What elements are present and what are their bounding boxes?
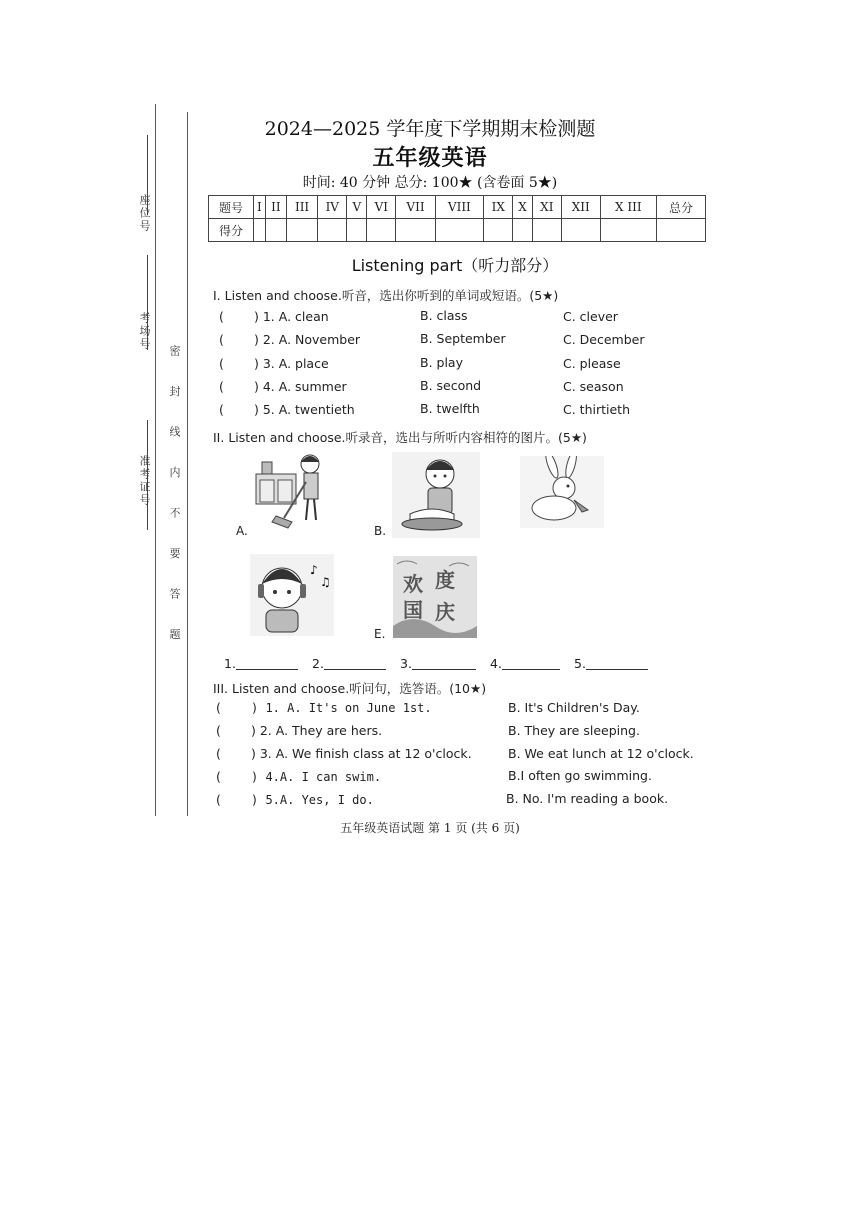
option-c: C. thirtieth bbox=[563, 402, 630, 417]
option-a: ) 3. A. We finish class at 12 o'clock. bbox=[251, 746, 472, 761]
score-col: VI bbox=[367, 196, 396, 219]
score-table-score-row bbox=[209, 219, 706, 242]
picture-national-day-poster[interactable] bbox=[393, 556, 477, 638]
score-cell[interactable] bbox=[532, 219, 561, 242]
option-b: B. September bbox=[420, 331, 506, 346]
question-option-a: ) 2. A. November bbox=[254, 332, 361, 347]
answer-paren[interactable]: ( bbox=[219, 402, 224, 417]
admission-label: 准考证号 bbox=[138, 455, 151, 507]
answer-blank[interactable] bbox=[236, 669, 298, 670]
score-col: IV bbox=[318, 196, 347, 219]
option-b: B. play bbox=[420, 355, 463, 370]
score-table-header-row bbox=[209, 196, 706, 219]
answer-paren[interactable]: ( bbox=[216, 769, 221, 784]
answer-paren[interactable]: ( bbox=[219, 379, 224, 394]
score-cell[interactable] bbox=[513, 219, 532, 242]
blank-number: 2. bbox=[312, 656, 324, 671]
option-a: ) 2. A. They are hers. bbox=[251, 723, 383, 738]
rabbit-drawing bbox=[520, 456, 604, 528]
score-cell[interactable] bbox=[367, 219, 396, 242]
answer-blank[interactable] bbox=[324, 669, 386, 670]
picture-rabbit[interactable] bbox=[520, 456, 604, 528]
poster-char-2: 度 bbox=[435, 568, 455, 592]
picture-e-label: E. bbox=[374, 627, 386, 641]
section2-heading: II. Listen and choose.听录音，选出与所听内容相符的图片。(5★) bbox=[213, 430, 587, 445]
score-col: XII bbox=[561, 196, 600, 219]
svg-text:♫: ♫ bbox=[320, 575, 331, 589]
blank-number: 5. bbox=[574, 656, 586, 671]
picture-b-label: B. bbox=[374, 524, 387, 538]
option-b: B. It's Children's Day. bbox=[508, 700, 640, 715]
score-table bbox=[208, 195, 706, 242]
blank-number: 3. bbox=[400, 656, 412, 671]
picture-girl-sweeping[interactable] bbox=[248, 450, 340, 532]
exam-info: 时间: 40 分钟 总分: 100★ (含卷面 5★) bbox=[302, 175, 558, 191]
option-c: C. please bbox=[563, 356, 621, 371]
seat-label: 座位号 bbox=[138, 194, 151, 233]
answer-paren[interactable]: ( bbox=[216, 792, 221, 807]
score-cell[interactable] bbox=[287, 219, 318, 242]
option-b: B. They are sleeping. bbox=[508, 723, 640, 738]
option-a: ) 1. A. It's on June 1st. bbox=[251, 701, 432, 715]
score-cell[interactable] bbox=[265, 219, 286, 242]
answer-paren[interactable]: ( bbox=[219, 309, 224, 324]
page-footer: 五年级英语试题 第 1 页 (共 6 页) bbox=[340, 821, 520, 835]
option-b: B. second bbox=[420, 378, 482, 393]
score-col: VII bbox=[396, 196, 435, 219]
listening-part-title: Listening part（听力部分） bbox=[351, 256, 559, 275]
girl-music-drawing bbox=[250, 554, 334, 636]
section3-heading: III. Listen and choose.听问句，选答语。(10★) bbox=[213, 681, 487, 696]
option-b: B.I often go swimming. bbox=[508, 768, 652, 783]
exam-title: 2024—2025 学年度下学期期末检测题 bbox=[264, 118, 596, 140]
boy-reading-drawing bbox=[392, 452, 480, 538]
option-b: B. twelfth bbox=[420, 401, 480, 416]
score-col: X bbox=[513, 196, 532, 219]
answer-blank[interactable] bbox=[502, 669, 560, 670]
poster-char-3: 国 bbox=[403, 598, 423, 622]
score-col: II bbox=[265, 196, 286, 219]
option-a: ) 4.A. I can swim. bbox=[251, 770, 382, 784]
score-col: X III bbox=[600, 196, 656, 219]
score-col: III bbox=[287, 196, 318, 219]
score-col: IX bbox=[484, 196, 513, 219]
exam-room-label: 考场号 bbox=[138, 312, 151, 351]
picture-girl-music[interactable] bbox=[250, 554, 334, 636]
score-table-row2-label: 得分 bbox=[209, 219, 254, 242]
score-col-total: 总分 bbox=[657, 196, 706, 219]
poster-char-4: 庆 bbox=[435, 600, 455, 624]
score-col: VIII bbox=[435, 196, 484, 219]
blank-number: 4. bbox=[490, 656, 502, 671]
score-cell[interactable] bbox=[561, 219, 600, 242]
exam-subtitle: 五年级英语 bbox=[372, 145, 488, 171]
picture-a-label: A. bbox=[236, 524, 248, 538]
answer-paren[interactable]: ( bbox=[219, 356, 224, 371]
score-cell[interactable] bbox=[657, 219, 706, 242]
option-c: C. December bbox=[563, 332, 645, 347]
option-c: C. clever bbox=[563, 309, 618, 324]
option-b: B. class bbox=[420, 308, 468, 323]
question-option-a: ) 4. A. summer bbox=[254, 379, 347, 394]
margin-line-inner bbox=[187, 112, 188, 816]
answer-blank[interactable] bbox=[586, 669, 648, 670]
answer-paren[interactable]: ( bbox=[216, 746, 221, 761]
score-col: V bbox=[347, 196, 367, 219]
answer-paren[interactable]: ( bbox=[216, 723, 221, 738]
score-col: XI bbox=[532, 196, 561, 219]
svg-text:♪: ♪ bbox=[310, 563, 318, 577]
option-b: B. We eat lunch at 12 o'clock. bbox=[508, 746, 694, 761]
score-table-row1-label: 题号 bbox=[209, 196, 254, 219]
question-option-a: ) 1. A. clean bbox=[254, 309, 329, 324]
score-cell[interactable] bbox=[435, 219, 484, 242]
score-cell[interactable] bbox=[600, 219, 656, 242]
picture-boy-reading[interactable] bbox=[392, 452, 480, 538]
seal-warning: 密 封 线 内 不 要 答 题 bbox=[168, 345, 181, 653]
question-option-a: ) 3. A. place bbox=[254, 356, 329, 371]
option-c: C. season bbox=[563, 379, 624, 394]
score-cell[interactable] bbox=[396, 219, 435, 242]
section1-heading: I. Listen and choose.听音，选出你听到的单词或短语。(5★) bbox=[213, 288, 559, 303]
question-option-a: ) 5. A. twentieth bbox=[254, 402, 355, 417]
blank-number: 1. bbox=[224, 656, 236, 671]
girl-sweeping-drawing bbox=[248, 450, 340, 532]
score-col: I bbox=[254, 196, 266, 219]
answer-paren[interactable]: ( bbox=[219, 332, 224, 347]
score-cell[interactable] bbox=[347, 219, 367, 242]
score-cell[interactable] bbox=[318, 219, 347, 242]
answer-blank[interactable] bbox=[412, 669, 476, 670]
margin-line-outer bbox=[155, 104, 156, 816]
option-a: ) 5.A. Yes, I do. bbox=[251, 793, 374, 807]
option-b: B. No. I'm reading a book. bbox=[506, 791, 669, 806]
score-cell[interactable] bbox=[484, 219, 513, 242]
answer-paren[interactable]: ( bbox=[216, 700, 221, 715]
poster-char-1: 欢 bbox=[403, 572, 423, 596]
score-cell[interactable] bbox=[254, 219, 266, 242]
